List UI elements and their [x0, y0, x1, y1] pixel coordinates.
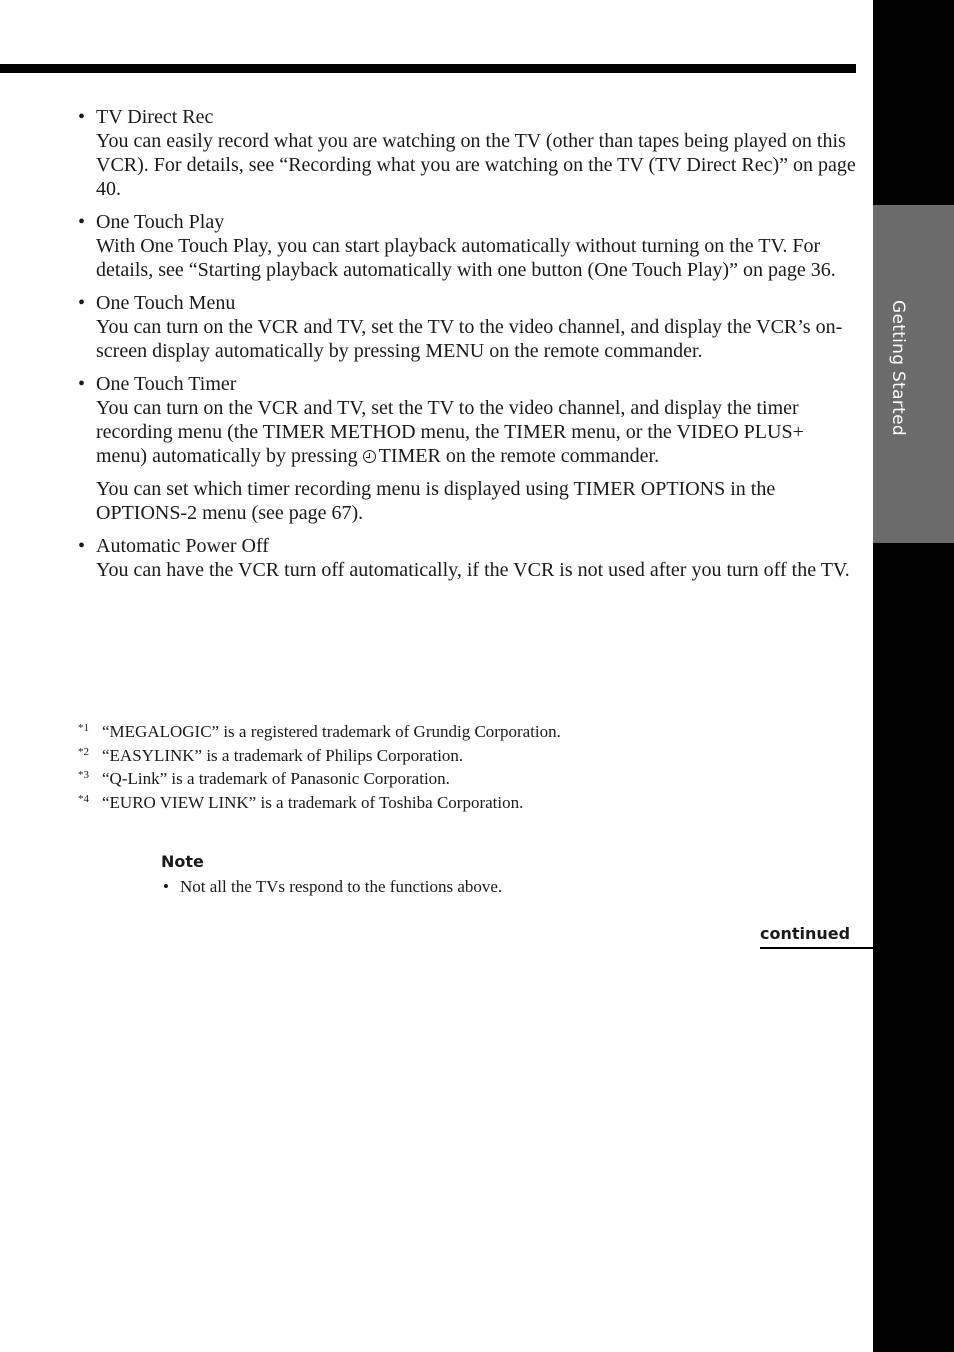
feature-list [78, 105, 858, 591]
footnote-text: “MEGALOGIC” is a registered trademark of Grundig Corporation. [102, 722, 561, 741]
top-rule [0, 64, 856, 73]
continued-label: continued [760, 924, 851, 943]
feature-description: You can have the VCR turn off automatically, if the VCR is not used after you turn off the TV. [96, 559, 850, 581]
note-item [161, 876, 761, 898]
feature-description [96, 396, 858, 468]
feature-title: Automatic Power Off [96, 535, 269, 557]
note-heading: Note [161, 852, 204, 871]
feature-description: You can turn on the VCR and TV, set the TV to the video channel, and display the VCR’s on-screen display automatically by pressing MENU on the remote commander. [96, 316, 843, 362]
feature-title: One Touch Play [96, 211, 225, 233]
feature-description-part: TIMER on the remote commander. [378, 445, 660, 467]
footnote-mark: *4 [78, 792, 89, 805]
footnote [78, 767, 858, 791]
section-tab-label: Getting Started [888, 300, 908, 436]
footnote-text: “EASYLINK” is a trademark of Philips Corporation. [102, 745, 464, 765]
timer-clock-icon [363, 450, 376, 463]
bullet: • [78, 211, 86, 233]
footnote-mark: *2 [78, 745, 89, 758]
footnote [78, 744, 858, 768]
feature-title: TV Direct Rec [96, 106, 214, 128]
footnote-text: “Q-Link” is a trademark of Panasonic Corporation. [102, 769, 450, 788]
feature-description: With One Touch Play, you can start playback automatically without turning on the TV. For details, see “Starting playback automatically with one button (One Touch Play)” on page 36. [96, 235, 836, 281]
footnote-mark: *3 [78, 769, 89, 781]
right-edge-bar [873, 0, 954, 1352]
feature-description: You can easily record what you are watching on the TV (other than tapes being played on this VCR). For details, see “Recording what you are watching on the TV (TV Direct Rec)” on page 40. [96, 130, 856, 200]
note-box [161, 852, 761, 898]
continued-rule [760, 947, 874, 949]
feature-description-part: You can turn on the VCR and TV, set the TV to the video channel, and display the timer recording menu (the TIMER METHOD menu, the TIMER menu, or the VIDEO PLUS+ menu) automatically by pressing [96, 397, 804, 467]
footnotes [78, 720, 858, 814]
feature-item-automatic-power-off [78, 534, 858, 582]
bullet: • [78, 292, 86, 314]
feature-extra-note: You can set which timer recording menu is displayed using TIMER OPTIONS in the OPTIONS-2 menu (see page 67). [96, 478, 776, 524]
bullet: • [78, 106, 86, 128]
footnote-text: “EURO VIEW LINK” is a trademark of Toshiba Corporation. [102, 792, 524, 812]
footnote [78, 720, 858, 744]
feature-item-tv-direct-rec [78, 105, 858, 201]
footnote [78, 791, 858, 815]
bullet: • [78, 373, 86, 395]
section-tab [873, 205, 954, 543]
feature-item-one-touch-play [78, 210, 858, 282]
feature-title: One Touch Menu [96, 292, 236, 314]
note-text: Not all the TVs respond to the functions above. [180, 877, 503, 896]
bullet: • [78, 535, 86, 557]
feature-title: One Touch Timer [96, 373, 237, 395]
bullet: • [163, 877, 169, 896]
footnote-mark: *1 [78, 722, 89, 734]
feature-item-one-touch-menu [78, 291, 858, 363]
feature-item-one-touch-timer [78, 372, 858, 525]
